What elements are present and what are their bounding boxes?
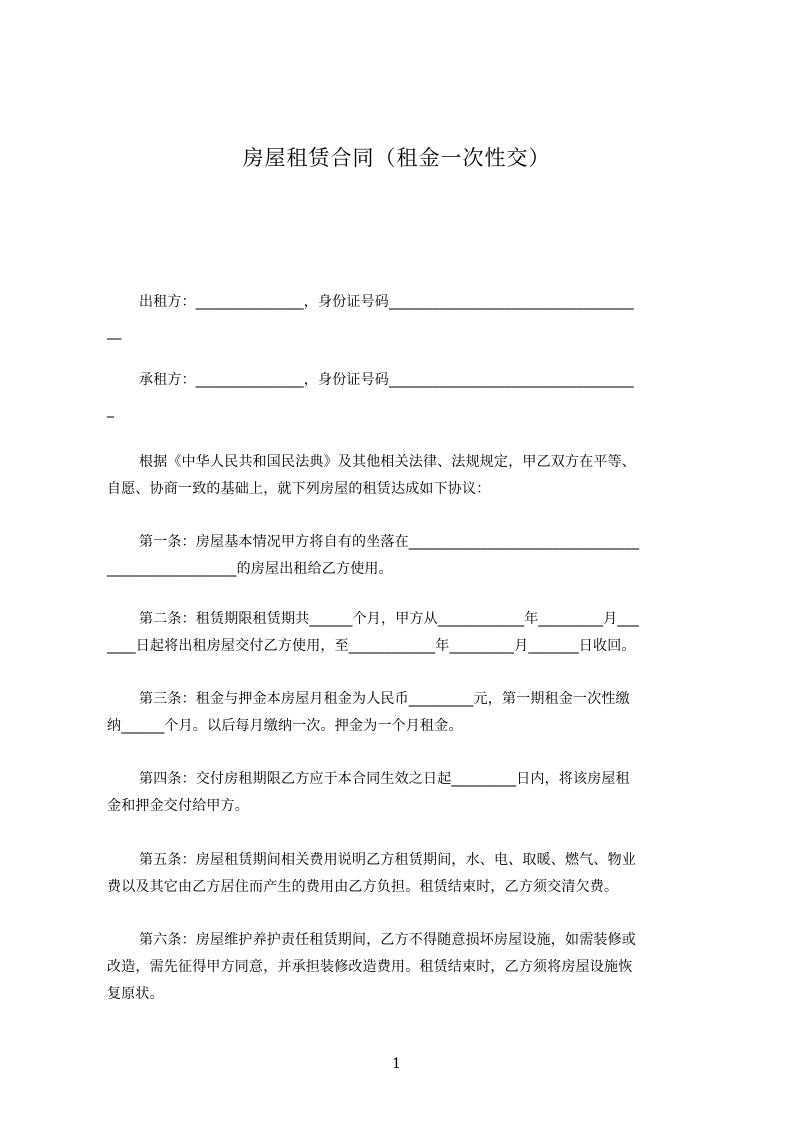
page-number: 1 xyxy=(392,1056,401,1072)
article-1-line-2: __________________的房屋出租给乙方使用。 xyxy=(107,561,393,577)
article-5-line-2: 费以及其它由乙方居住而产生的费用由乙方负担。租赁结束时，乙方须交清欠费。 xyxy=(107,879,619,895)
lessor-line: 出租方：_______________，身份证号码__________________________________ xyxy=(139,294,634,310)
lessor-line-continued: __ xyxy=(107,324,122,340)
article-4-line-1: 第四条：交付房租期限乙方应于本合同生效之日起_________日内，将该房屋租 xyxy=(139,771,630,787)
article-6-line-2: 改造，需先征得甲方同意，并承担装修改造费用。租赁结束时，乙方须将房屋设施恢 xyxy=(107,959,633,975)
article-2-line-1: 第二条：租赁期限租赁期共______个月，甲方从____________年_________月___ xyxy=(139,611,639,627)
article-3-line-1: 第三条：租金与押金本房屋月租金为人民币_________元，第一期租金一次性缴 xyxy=(139,691,630,707)
article-4-line-2: 金和押金交付给甲方。 xyxy=(107,798,249,814)
article-1-line-1: 第一条：房屋基本情况甲方将自有的坐落在________________________________ xyxy=(139,534,640,550)
lessee-line: 承租方：_______________，身份证号码__________________________________ xyxy=(139,372,634,388)
article-5-line-1: 第五条：房屋租赁期间相关费用说明乙方租赁期间，水、电、取暖、燃气、物业 xyxy=(139,852,636,868)
article-2-line-2: ____日起将出租房屋交付乙方使用，至____________年_________月_______日收回。 xyxy=(107,638,636,654)
article-6-line-1: 第六条：房屋维护养护责任租赁期间，乙方不得随意损坏房屋设施，如需装修或 xyxy=(139,932,636,948)
preamble-line-1: 根据《中华人民共和国民法典》及其他相关法律、法规规定，甲乙双方在平等、 xyxy=(139,454,636,470)
article-3-line-2: 纳______个月。以后每月缴纳一次。押金为一个月租金。 xyxy=(107,718,463,734)
page-title: 房屋租赁合同（租金一次性交） xyxy=(242,146,551,170)
preamble-line-2: 自愿、协商一致的基础上，就下列房屋的租赁达成如下协议： xyxy=(107,481,491,497)
article-6-line-3: 复原状。 xyxy=(107,986,164,1002)
lessee-line-continued: _ xyxy=(107,402,115,418)
